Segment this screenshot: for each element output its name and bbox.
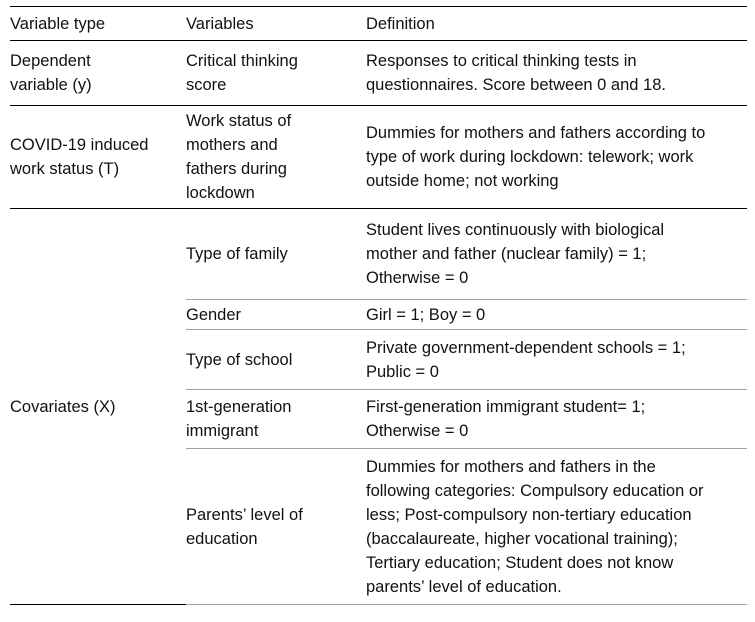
variable-cell [186, 449, 366, 605]
variables-table [10, 6, 747, 605]
variable-type-text: Dependent variable (y) [10, 52, 92, 94]
variable-cell [186, 41, 366, 106]
definition-cell [366, 390, 747, 449]
table-header-row [10, 7, 747, 41]
header-variable-type: Variable type [10, 7, 186, 41]
definition-text: Girl = 1; Boy = 0 [366, 305, 486, 324]
variable-cell [186, 300, 366, 330]
definition-cell [366, 330, 747, 390]
covariates-label: Covariates (X) [10, 397, 116, 416]
variable-cell [186, 330, 366, 390]
definition-text: Responses to critical thinking tests in questionnaires. Score between 0 and 18. [366, 52, 666, 94]
variable-type-cell [10, 41, 186, 106]
variable-text: 1st-generation immigrant [186, 398, 292, 440]
variable-cell [186, 209, 366, 300]
variable-cell [186, 106, 366, 209]
table-row [10, 41, 747, 106]
variable-text: Work status of mothers and fathers during lockdown [186, 112, 292, 202]
definition-text: Private government-dependent schools = 1; Public = 0 [366, 338, 686, 381]
definition-text: Dummies for mothers and fathers according to type of work during lockdown: telework; work outside home; not working [366, 124, 706, 190]
variable-text: Gender [186, 305, 242, 324]
table-row [10, 106, 747, 209]
variable-type-text: COVID-19 induced work status (T) [10, 136, 149, 178]
definition-cell [366, 106, 747, 209]
table-row [10, 209, 747, 300]
definition-text: Dummies for mothers and fathers in the following categories: Compulsory education or less; Post-compulsory non-tertiary education (baccalaureate, higher vocational training); Tertiary education; Student does not know parents’ level of education. [366, 457, 704, 596]
definition-cell [366, 209, 747, 300]
header-definition: Definition [366, 7, 747, 41]
definition-text: Student lives continuously with biological mother and father (nuclear family) = 1; Otherwise = 0 [366, 221, 665, 287]
variable-text: Parents’ level of education [186, 505, 303, 548]
variable-text: Type of school [186, 350, 293, 369]
definition-cell [366, 300, 747, 330]
header-variables: Variables [186, 7, 366, 41]
variable-type-cell [10, 106, 186, 209]
definition-cell [366, 41, 747, 106]
variable-text: Type of family [186, 245, 288, 263]
definition-text: First-generation immigrant student= 1; Otherwise = 0 [366, 398, 646, 440]
definition-cell [366, 449, 747, 605]
variable-cell [186, 390, 366, 449]
variable-text: Critical thinking score [186, 52, 298, 94]
covariates-type-cell [10, 209, 186, 605]
